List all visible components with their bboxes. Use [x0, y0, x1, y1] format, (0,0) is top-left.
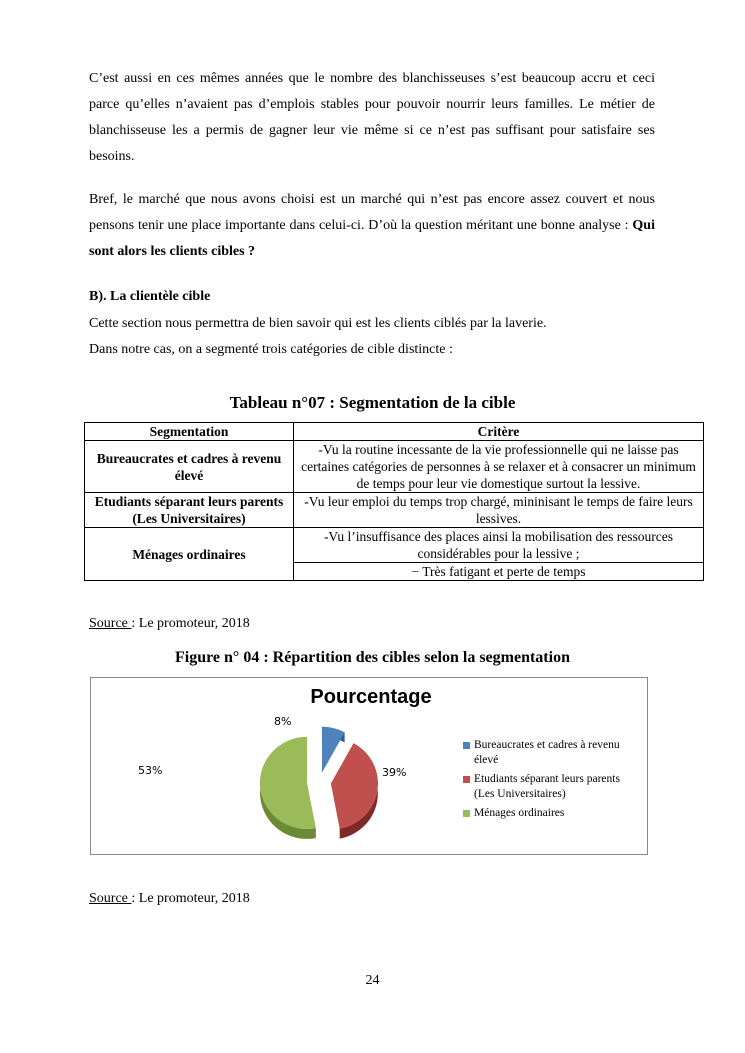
- legend-item: [463, 738, 643, 768]
- data-label-etudiants: 39%: [382, 766, 407, 779]
- chart-title: Pourcentage: [310, 686, 432, 708]
- pie-chart-container: [90, 677, 648, 855]
- segment-cell: Ménages ordinaires: [85, 528, 294, 581]
- paragraph-marche: [89, 187, 655, 265]
- paragraph-marche-text: Bref, le marché que nous avons choisi est un marché qui n’est pas encore assez couvert et nous pensons tenir une place importante dans celui-ci. D’où la question méritant une bonne analyse :: [89, 192, 655, 233]
- legend-label: Etudiants séparant leurs parents (Les Universitaires): [474, 773, 620, 800]
- figure-title: Figure n° 04 : Répartition des cibles selon la segmentation: [175, 649, 570, 666]
- section-heading: B). La clientèle cible: [89, 289, 211, 304]
- header-segmentation: Segmentation: [85, 423, 294, 441]
- source-label: Source: [89, 616, 132, 631]
- header-critere: Critère: [294, 423, 704, 441]
- legend-label: Bureaucrates et cadres à revenu élevé: [474, 739, 620, 766]
- criteria-cell: -Vu la routine incessante de la vie professionnelle qui ne laisse pas certaines catégories de personnes à se relaxer et à consacrer un minimum de temps pour leur vie domestique surtout la lessive.: [294, 441, 704, 493]
- legend-item: [463, 806, 643, 821]
- table-title: Tableau n°07 : Segmentation de la cible: [229, 393, 516, 412]
- legend-swatch-bureaucrates: [463, 742, 470, 749]
- legend-swatch-etudiants: [463, 776, 470, 783]
- source-label: Source: [89, 891, 132, 906]
- segmentation-table: [84, 422, 704, 581]
- legend-item: [463, 772, 643, 802]
- criteria-cell: -Vu leur emploi du temps trop chargé, mininisant le temps de faire leurs lessives.: [294, 493, 704, 528]
- source-table: [89, 614, 250, 634]
- chart-legend: [463, 738, 643, 825]
- legend-swatch-menages: [463, 810, 470, 817]
- source-figure: [89, 889, 250, 909]
- section-line-2: Dans notre cas, on a segmenté trois catégories de cible distincte :: [89, 342, 453, 357]
- table-row: [85, 528, 704, 563]
- question-clients-cibles: Qui sont alors les clients cibles ?: [89, 218, 655, 259]
- data-label-bureaucrates: 8%: [274, 715, 292, 728]
- criteria-cell: − Très fatigant et perte de temps: [294, 563, 704, 581]
- segment-cell: Etudiants séparant leurs parents (Les Universitaires): [85, 493, 294, 528]
- legend-label: Ménages ordinaires: [474, 807, 565, 819]
- page-number: 24: [365, 973, 380, 988]
- source-text: : Le promoteur, 2018: [131, 891, 250, 906]
- source-text: : Le promoteur, 2018: [131, 616, 250, 631]
- paragraph-blanchisseuses: C’est aussi en ces mêmes années que le nombre des blanchisseuses s’est beaucoup accru et ceci parce qu’elles n’avaient pas d’emplois stables pour pouvoir nourrir leurs familles. Le métier de blanchisseuse les a permis de gagner leur vie même si ce n’est pas suffisant pour satisfaire ses besoins.: [89, 71, 655, 164]
- table-header-row: [85, 423, 704, 441]
- data-label-menages: 53%: [138, 764, 163, 777]
- section-line-1: Cette section nous permettra de bien savoir qui est les clients ciblés par la laverie.: [89, 316, 547, 331]
- table-row: [85, 493, 704, 528]
- table-row: [85, 441, 704, 493]
- criteria-cell: -Vu l’insuffisance des places ainsi la mobilisation des ressources considérables pour la lessive ;: [294, 528, 704, 563]
- segment-cell: Bureaucrates et cadres à revenu élevé: [85, 441, 294, 493]
